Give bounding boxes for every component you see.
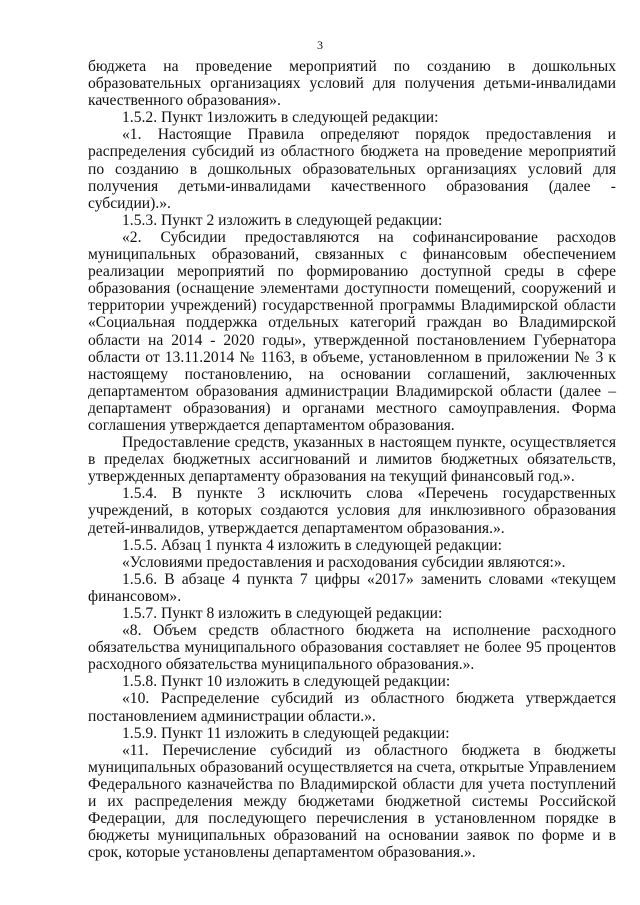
- paragraph: 1.5.9. Пункт 11 изложить в следующей редакции:: [122, 724, 450, 742]
- paragraph: 1.5.6. В абзаце 4 пункта 7 цифры «2017» заменить словами «текущем финансовом».: [88, 570, 616, 605]
- paragraph: 1.5.2. Пункт 1изложить в следующей редакции:: [122, 109, 439, 127]
- paragraph: Предоставление средств, указанных в настоящем пункте, осуществляется в пределах бюджетных ассигнований и лимитов бюджетных обязательств, утвержденных департаменту образования на текущий финансовый год.».: [88, 434, 616, 486]
- paragraph: «11. Перечисление субсидий из областного бюджета в бюджеты муниципальных образований осуществляется на счета, открытые Управлением Федерального казначейства по Владимирской области для учета поступлений и их распределения между бюджетами бюджетной системы Российской Федерации, для последующего перечисления в установленном порядке в бюджеты муниципальных образований на основании заявок по форме и в срок, которые установлены департаментом образования.».: [88, 741, 616, 862]
- paragraph: 1.5.8. Пункт 10 изложить в следующей редакции:: [122, 673, 451, 691]
- paragraph: «8. Объем средств областного бюджета на исполнение расходного обязательства муниципального образования составляет не более 95 процентов расходного обязательства муниципального образования.».: [88, 622, 616, 674]
- paragraph: «Условиями предоставления и расходования субсидии являются:».: [122, 553, 566, 571]
- page-number: 3: [317, 38, 323, 52]
- paragraph: «10. Распределение субсидий из областного бюджета утверждается постановлением администрации области.».: [88, 690, 616, 725]
- paragraph: 1.5.5. Абзац 1 пункта 4 изложить в следующей редакции:: [122, 536, 502, 554]
- paragraph: 1.5.7. Пункт 8 изложить в следующей редакции:: [122, 605, 443, 622]
- paragraph: 1.5.3. Пункт 2 изложить в следующей редакции:: [122, 211, 443, 229]
- paragraph: 1.5.4. В пункте 3 исключить слова «Перечень государственных учреждений, в которых создаются условия для инклюзивного образования детей-инвалидов, утверждается департаментом образования.».: [88, 485, 616, 537]
- paragraph: бюджета на проведение мероприятий по созданию в дошкольных образовательных организациях условий для получения детьми-инвалидами качественного образования».: [88, 58, 616, 110]
- paragraph: «2. Субсидии предоставляются на софинансирование расходов муниципальных образований, связанных с финансовым обеспечением реализации мероприятий по формированию доступной среды в сфере образования (оснащение элементами доступности помещений, сооружений и территории учреждений) государственной программы Владимирской области «Социальная поддержка отдельных категорий граждан во Владимирской области на 2014 - 2020 годы», утвержденной постановлением Губернатора области от 13.11.2014 № 1163, в объеме, установленном в приложении № 3 к настоящему постановлению, на основании соглашений, заключенных департаментом образования администрации Владимирской области (далее – департамент образования) и органами местного самоуправления. Форма соглашения утверждается департаментом образования.: [88, 228, 616, 434]
- document-body: [88, 58, 616, 861]
- paragraph: «1. Настоящие Правила определяют порядок предоставления и распределения субсидий из областного бюджета на проведение мероприятий по созданию в дошкольных образовательных организациях условий для получения детьми-инвалидами качественного образования (далее - субсидии).».: [88, 126, 616, 212]
